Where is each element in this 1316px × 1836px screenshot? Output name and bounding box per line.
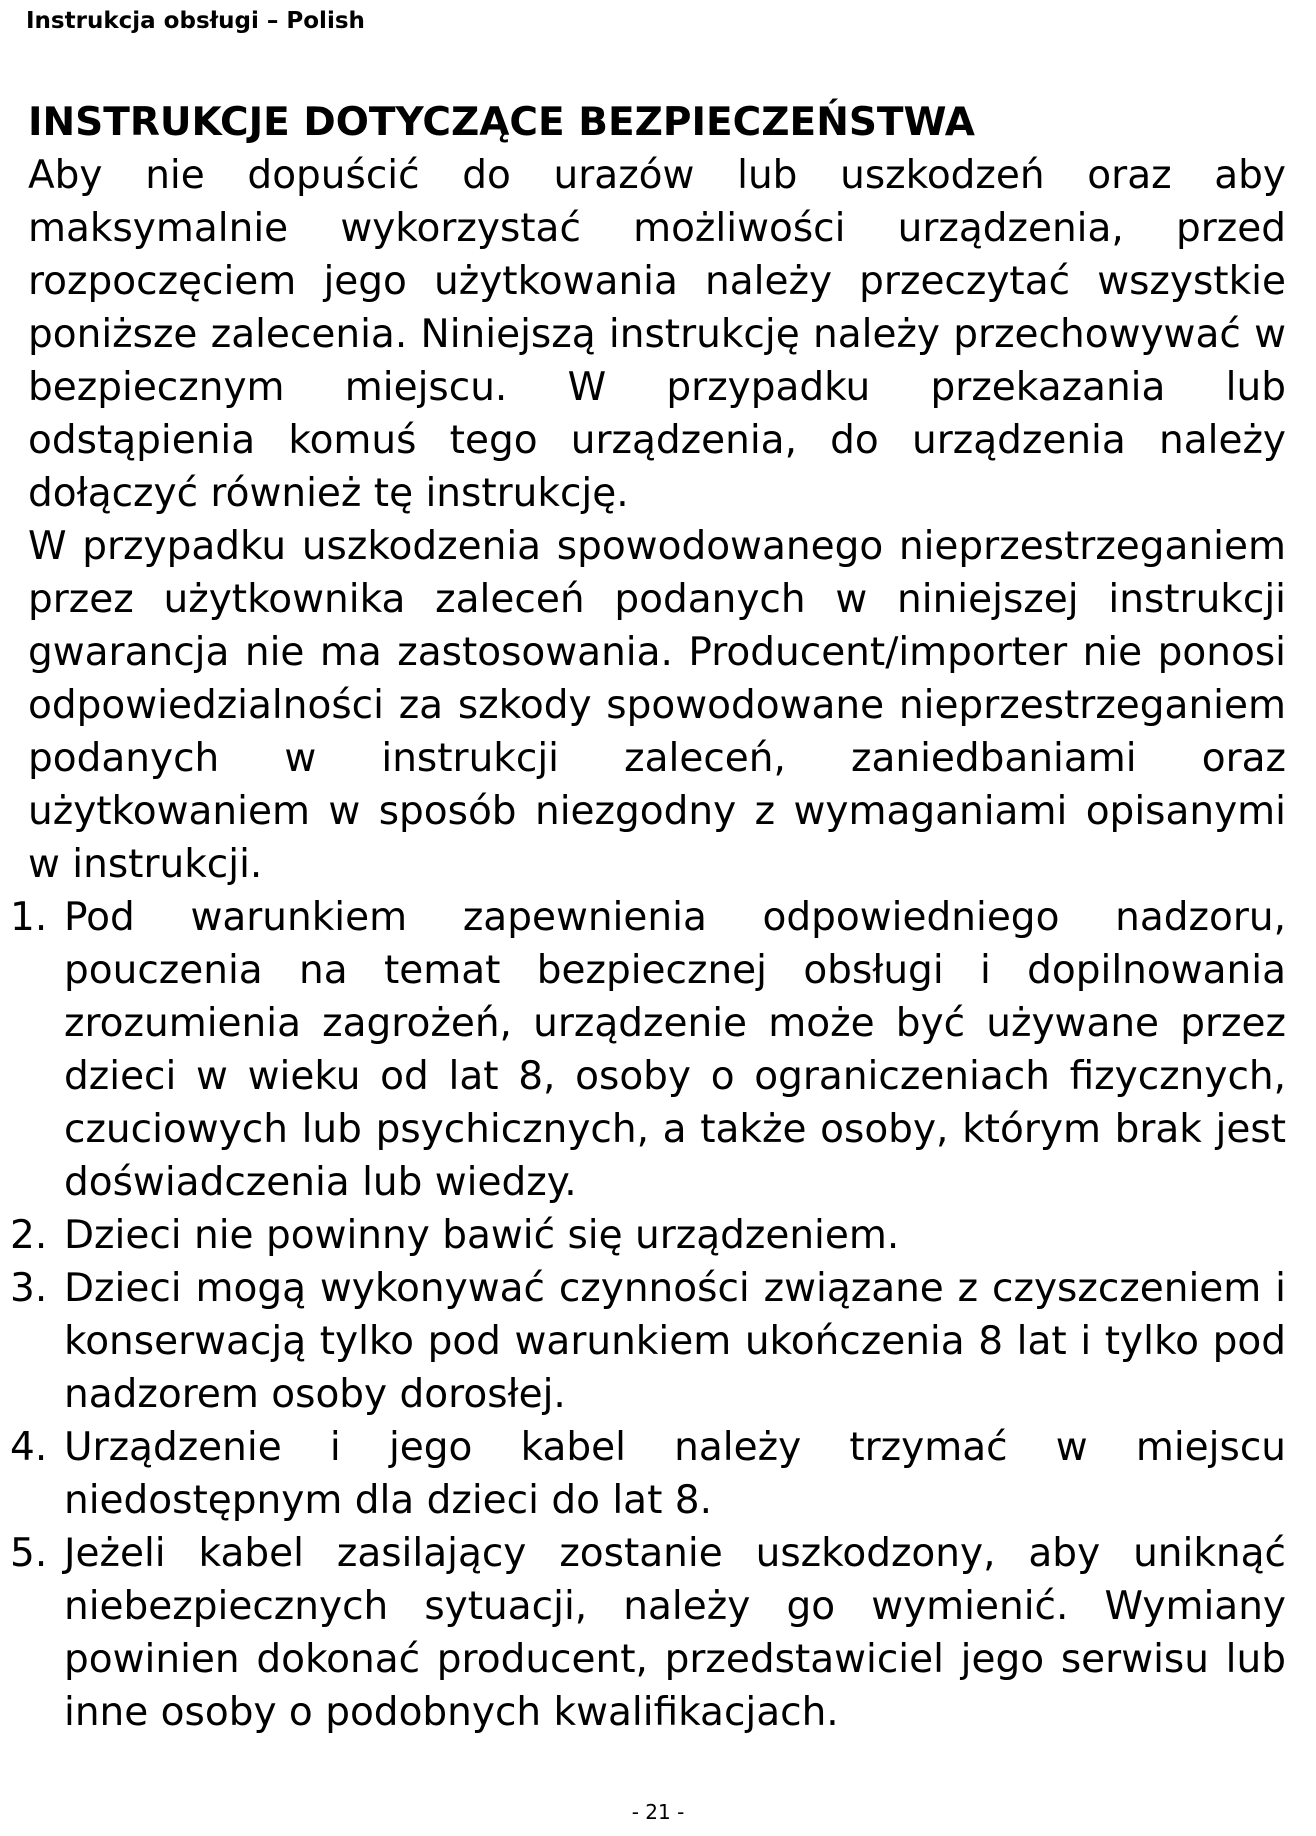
intro-paragraph: Aby nie dopuścić do urazów lub uszkodzeń oraz aby maksymalnie wykorzystać możliwości urządzenia, przed rozpoczęciem jego użytkowania należy przeczytać wszystkie poniższe zalecenia. Niniejszą instrukcję należy przechowywać w bezpiecznym miejscu. W przypadku przekazania lub odstąpienia komuś tego urządzenia, do urządzenia należy dołączyć również tę instrukcję.	[28, 153, 1286, 516]
list-item	[10, 1527, 1286, 1739]
section-title: INSTRUKCJE DOTYCZĄCE BEZPIECZEŃSTWA	[28, 100, 975, 145]
document-header: Instrukcja obsługi – Polish	[26, 8, 365, 34]
warranty-paragraph: W przypadku uszkodzenia spowodowanego nieprzestrzeganiem przez użytkownika zaleceń podanych w niniejszej instrukcji gwarancja nie ma zastosowania. Producent/importer nie ponosi odpowiedzialności za szkody spowodowane nieprzestrzeganiem podanych w instrukcji zaleceń, zaniedbaniami oraz użytkowaniem w sposób niezgodny z wymaganiami opisanymi w instrukcji.	[28, 524, 1286, 887]
safety-list	[10, 891, 1286, 1739]
list-item-number: 2.	[10, 1213, 48, 1258]
list-item	[10, 1421, 1286, 1527]
list-item-number: 1.	[10, 895, 48, 940]
document-body	[10, 96, 1286, 1739]
list-item-text: Dzieci nie powinny bawić się urządzeniem.	[64, 1213, 900, 1258]
list-item	[10, 1209, 1286, 1262]
list-item	[10, 1262, 1286, 1421]
list-item-text: Dzieci mogą wykonywać czynności związane z czyszczeniem i konserwacją tylko pod warunkiem ukończenia 8 lat i tylko pod nadzorem osoby dorosłej.	[64, 1266, 1286, 1417]
list-item-text: Pod warunkiem zapewnienia odpowiedniego nadzoru, pouczenia na temat bezpiecznej obsługi i dopilnowania zrozumienia zagrożeń, urządzenie może być używane przez dzieci w wieku od lat 8, osoby o ograniczeniach fizycznych, czuciowych lub psychicznych, a także osoby, którym brak jest doświadczenia lub wiedzy.	[64, 895, 1286, 1205]
list-item	[10, 891, 1286, 1209]
page-number: - 21 -	[631, 1800, 685, 1824]
list-item-text: Jeżeli kabel zasilający zostanie uszkodzony, aby uniknąć niebezpiecznych sytuacji, należy go wymienić. Wymiany powinien dokonać producent, przedstawiciel jego serwisu lub inne osoby o podobnych kwalifikacjach.	[64, 1531, 1286, 1735]
list-item-number: 5.	[10, 1531, 48, 1576]
list-item-number: 4.	[10, 1425, 48, 1470]
list-item-number: 3.	[10, 1266, 48, 1311]
list-item-text: Urządzenie i jego kabel należy trzymać w miejscu niedostępnym dla dzieci do lat 8.	[64, 1425, 1286, 1523]
